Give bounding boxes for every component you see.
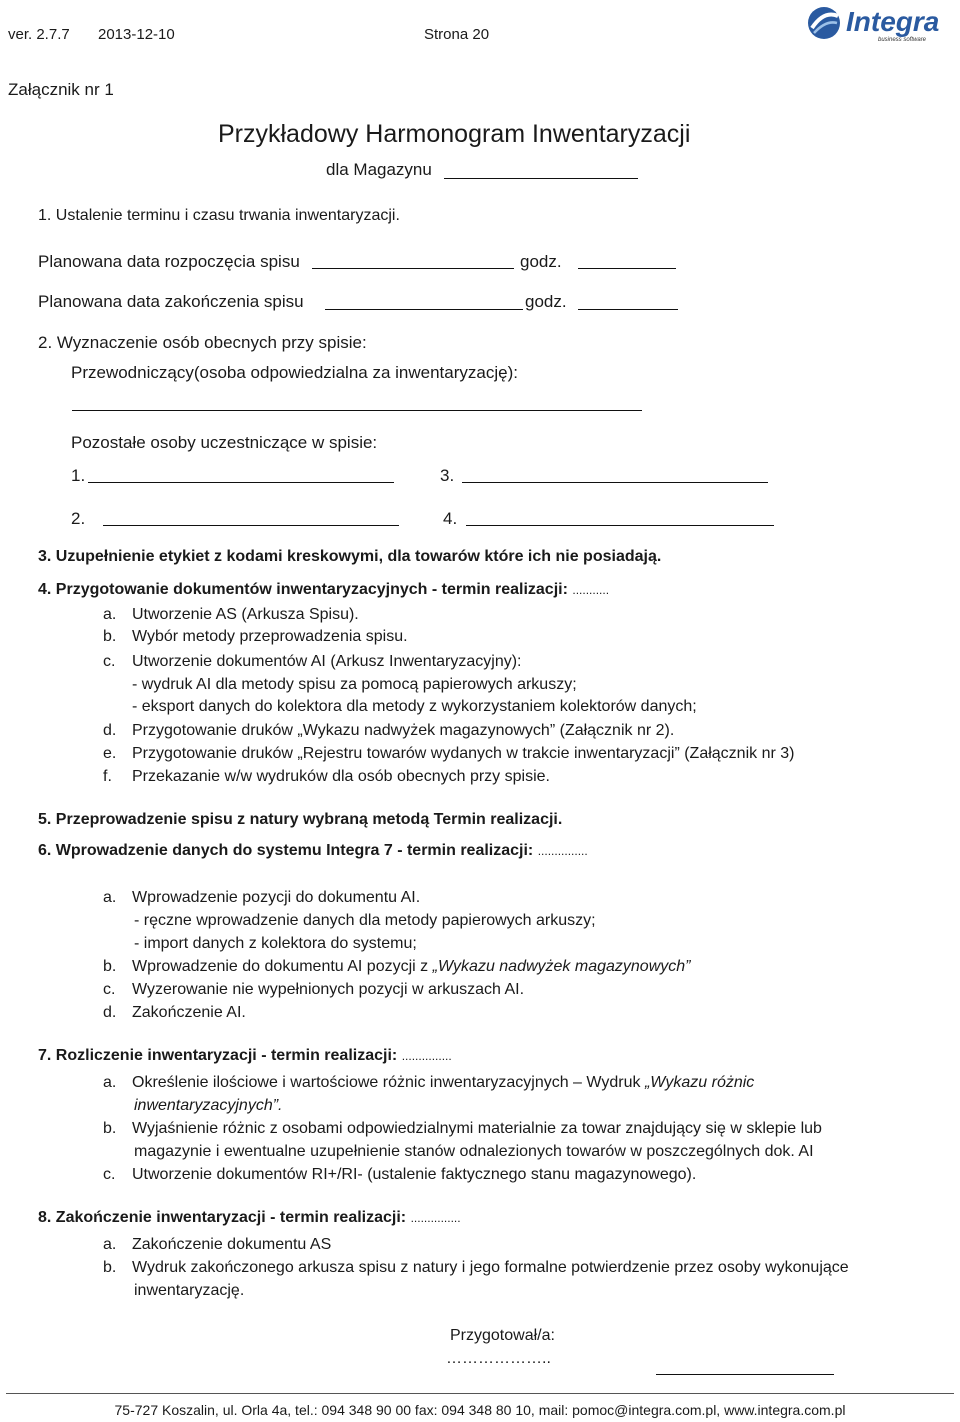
s7-item-a-continuation [134,1097,283,1115]
person-3-number: 3. [440,466,455,485]
section-4-heading-row [38,581,609,599]
s4-item-a: Utworzenie AS (Arkusza Spisu). [132,606,359,623]
section-7-dots: ............... [401,1049,452,1063]
person-2-line [103,525,399,526]
end-date-line [325,309,523,310]
s4-item-c-marker: c. [103,653,116,670]
section-6-heading-row [38,842,588,860]
s6-item-d: Zakończenie AI. [132,1004,246,1021]
section-3-heading: 3. Uzupełnienie etykiet z kodami kreskowymi, dla towarów które ich nie posiadają. [38,548,662,565]
s4-item-a-marker: a. [103,606,117,623]
chairperson-label: Przewodniczący(osoba odpowiedzialna za inwentaryzację): [71,363,518,382]
end-date-label: Planowana data zakończenia spisu [38,292,304,311]
s8-item-a: Zakończenie dokumentu AS [132,1236,332,1253]
s6-item-b [132,958,690,976]
s7-item-a-marker: a. [103,1074,117,1091]
s7-item-b-line-2: magazynie i ewentualne uzupełnienie stanów odnalezionych towarów w poszczególnych dok. AI [134,1143,814,1160]
s6-item-c-marker: c. [103,981,116,998]
s4-item-f-marker: f. [103,768,112,785]
section-8-heading-row [38,1209,461,1227]
s8-item-b-line-2: inwentaryzację. [134,1282,245,1299]
s4-item-b: Wybór metody przeprowadzenia spisu. [132,628,408,645]
section-4-heading: 4. Przygotowanie dokumentów inwentaryzacyjnych - termin realizacji: [38,581,568,598]
s6-item-b-marker: b. [103,958,117,975]
person-4-line [466,525,774,526]
person-3-line [462,482,768,483]
integra-logo [806,4,952,44]
s7-item-a [132,1074,754,1092]
start-date-label: Planowana data rozpoczęcia spisu [38,252,300,271]
logo-subtext: business software [878,37,927,43]
person-1-line [88,482,394,483]
s4-item-b-marker: b. [103,628,117,645]
s7-item-a-text: Określenie ilościowe i wartościowe różnic inwentaryzacyjnych – Wydruk [132,1074,645,1091]
s4-item-c-sub-1: - wydruk AI dla metody spisu za pomocą papierowych arkuszy; [132,676,577,693]
other-persons-label: Pozostałe osoby uczestniczące w spisie: [71,433,378,452]
s6-item-c: Wyzerowanie nie wypełnionych pozycji w arkuszach AI. [132,981,525,998]
s7-item-a-continuation-text: inwentaryzacyjnych”. [134,1097,283,1114]
s6-item-a-marker: a. [103,889,117,906]
s6-item-a-sub-1: - ręczne wprowadzenie danych dla metody papierowych arkuszy; [134,912,596,929]
page-title: Przykładowy Harmonogram Inwentaryzacji [218,120,691,148]
s7-item-b-line-1: Wyjaśnienie różnic z osobami odpowiedzialnymi materialnie za towar znajdujący się w sklepie lub [132,1120,822,1137]
subtitle: dla Magazynu [326,160,432,179]
s7-item-c: Utworzenie dokumentów RI+/RI- (ustalenie faktycznego stanu magazynowego). [132,1166,697,1183]
s4-item-c: Utworzenie dokumentów AI (Arkusz Inwentaryzacyjny): [132,653,522,670]
header-date: 2013-12-10 [98,26,175,43]
s6-item-a: Wprowadzenie pozycji do dokumentu AI. [132,889,421,906]
section-6-heading: 6. Wprowadzenie danych do systemu Integra 7 - termin realizacji: [38,842,534,859]
start-time-label: godz. [520,252,562,271]
person-4-number: 4. [443,509,458,528]
section-7-heading: 7. Rozliczenie inwentaryzacji - termin realizacji: [38,1047,398,1064]
s4-item-e-marker: e. [103,745,117,762]
section-8-dots: ............... [410,1211,461,1225]
s8-item-b-line-1: Wydruk zakończonego arkusza spisu z natury i jego formalne potwierdzenie przez osoby wykonujące [132,1259,849,1276]
s8-item-b-marker: b. [103,1259,117,1276]
end-time-label: godz. [525,292,567,311]
s6-item-b-text: Wprowadzenie do dokumentu AI pozycji z [132,958,433,975]
footer-divider [6,1393,954,1394]
section-2-heading: 2. Wyznaczenie osób obecnych przy spisie: [38,333,367,352]
s6-item-d-marker: d. [103,1004,117,1021]
person-2-number: 2. [71,509,86,528]
end-time-line [578,309,678,310]
section-1-heading: 1. Ustalenie terminu i czasu trwania inwentaryzacji. [38,207,400,224]
warehouse-name-line [444,178,638,179]
section-5-heading: 5. Przeprowadzenie spisu z natury wybraną metodą Termin realizacji. [38,811,563,828]
s8-item-a-marker: a. [103,1236,117,1253]
prepared-by-dots: ……………….. [446,1350,551,1367]
s4-item-d-marker: d. [103,722,117,739]
s7-item-b-marker: b. [103,1120,117,1137]
prepared-by-label: Przygotował/a: [450,1327,555,1344]
s4-item-e: Przygotowanie druków „Rejestru towarów wydanych w trakcie inwentaryzacji” (Załącznik nr 3) [132,745,795,762]
section-6-dots: ............... [537,844,588,858]
start-time-line [578,268,676,269]
s7-item-c-marker: c. [103,1166,116,1183]
s4-item-c-sub-2: - eksport danych do kolektora dla metody z wykorzystaniem kolektorów danych; [132,698,697,715]
footer-contact: 75-727 Koszalin, ul. Orla 4a, tel.: 094 348 90 00 fax: 094 348 80 10, mail: pomoc@integra.com.pl, www.integra.com.pl [114,1402,846,1418]
signature-line [656,1374,834,1375]
page-number: Strona 20 [424,26,490,43]
s7-item-a-italic: „Wykazu różnic [644,1074,755,1091]
s6-item-b-italic: „Wykazu nadwyżek magazynowych” [432,958,691,975]
start-date-line [312,268,514,269]
section-8-heading: 8. Zakończenie inwentaryzacji - termin realizacji: [38,1209,407,1226]
s4-item-d: Przygotowanie druków „Wykazu nadwyżek magazynowych” (Załącznik nr 2). [132,722,675,739]
s4-item-f: Przekazanie w/w wydruków dla osób obecnych przy spisie. [132,768,550,785]
annex-label: Załącznik nr 1 [8,80,114,99]
s6-item-a-sub-2: - import danych z kolektora do systemu; [134,935,417,952]
person-1-number: 1. [71,466,86,485]
chairperson-line [72,410,642,411]
section-7-heading-row [38,1047,452,1065]
section-4-dots: ........... [572,583,610,597]
version-label: ver. 2.7.7 [8,26,70,43]
logo-text: Integra [846,6,940,37]
